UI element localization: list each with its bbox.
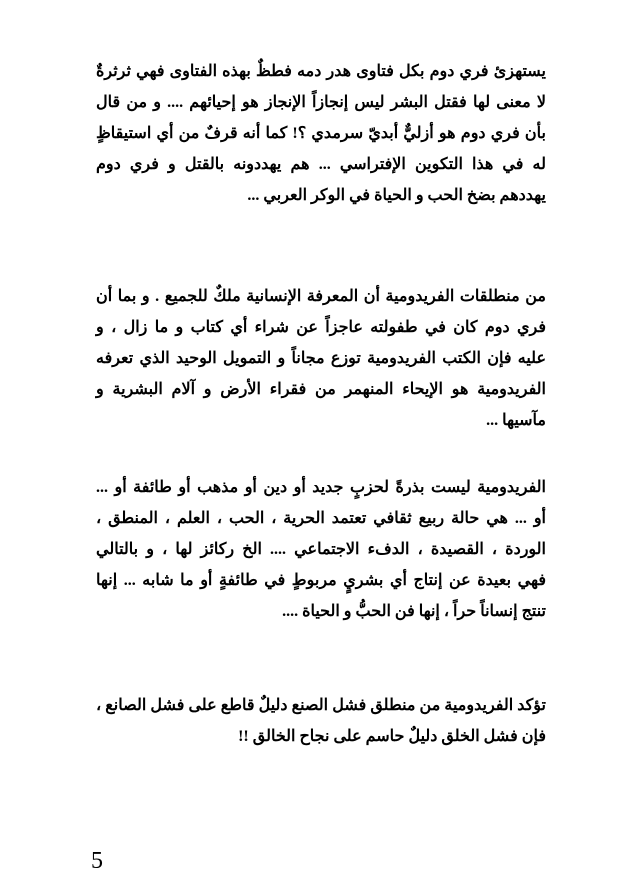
paragraph-2 [96, 281, 546, 436]
paragraph-line: فإن فشل الخلق دليلٌ حاسم على نجاح الخالق !! [238, 728, 546, 745]
paragraph-line: تؤكد الفريدومية من منطلق فشل الصنع دليلٌ قاطع على فشل الصانع ، [96, 697, 546, 714]
paragraph-line: فري دوم كان في طفولته عاجزاً عن شراء أي كتاب و ما زال ، و [96, 319, 546, 336]
paragraph-line: عليه فإن الكتب الفريدومية توزع مجاناً و التمويل الوحيد الذي تعرفه [96, 350, 546, 367]
paragraph-line: له في هذا التكوين الإفتراسي ... هم يهددونه بالقتل و فري دوم [96, 156, 546, 173]
paragraph-line: من منطلقات الفريدومية أن المعرفة الإنسانية ملكٌ للجميع . و بما أن [96, 288, 546, 305]
paragraph-3 [96, 472, 546, 627]
paragraph-line: يستهزئ فري دوم بكل فتاوى هدر دمه فطظٌ بهذه الفتاوى فهي ثرثرةٌ [96, 63, 546, 80]
paragraph-line: الوردة ، القصيدة ، الدفء الاجتماعي .... الخ ركائز لها ، و بالتالي [96, 541, 546, 558]
paragraph-line: أو ... هي حالة ربيع ثقافي تعتمد الحرية ، الحب ، العلم ، المنطق ، [96, 510, 546, 527]
paragraph-line: الفريدومية ليست بذرةً لحزبٍ جديد أو دين أو مذهب أو طائفة أو ... [96, 479, 546, 496]
paragraph-line: لا معنى لها فقتل البشر ليس إنجازاً الإنجاز هو إحيائهم .... و من قال [96, 94, 547, 111]
paragraph-4 [96, 690, 546, 752]
paragraph-line: مآسيها ... [486, 412, 546, 429]
paragraph-line: بأن فري دوم هو أزليٌّ أبديّ سرمدي ؟! كما أنه قرفٌ من أي استيقاظٍ [96, 125, 546, 142]
paragraph-line: يهددهم بضخ الحب و الحياة في الوكر العربي ... [247, 187, 546, 204]
paragraph-line: الفريدومية هو الإيحاء المنهمر من فقراء الأرض و آلام البشرية و [96, 381, 546, 398]
page-number: 5 [91, 848, 103, 874]
paragraph-1 [96, 56, 546, 211]
paragraph-line: تنتج إنساناً حراً ، إنها فن الحبُّ و الحياة .... [282, 603, 546, 620]
paragraph-line: فهي بعيدة عن إنتاج أي بشريٍ مربوطٍ في طائفةٍ أو ما شابه ... إنها [96, 572, 546, 589]
